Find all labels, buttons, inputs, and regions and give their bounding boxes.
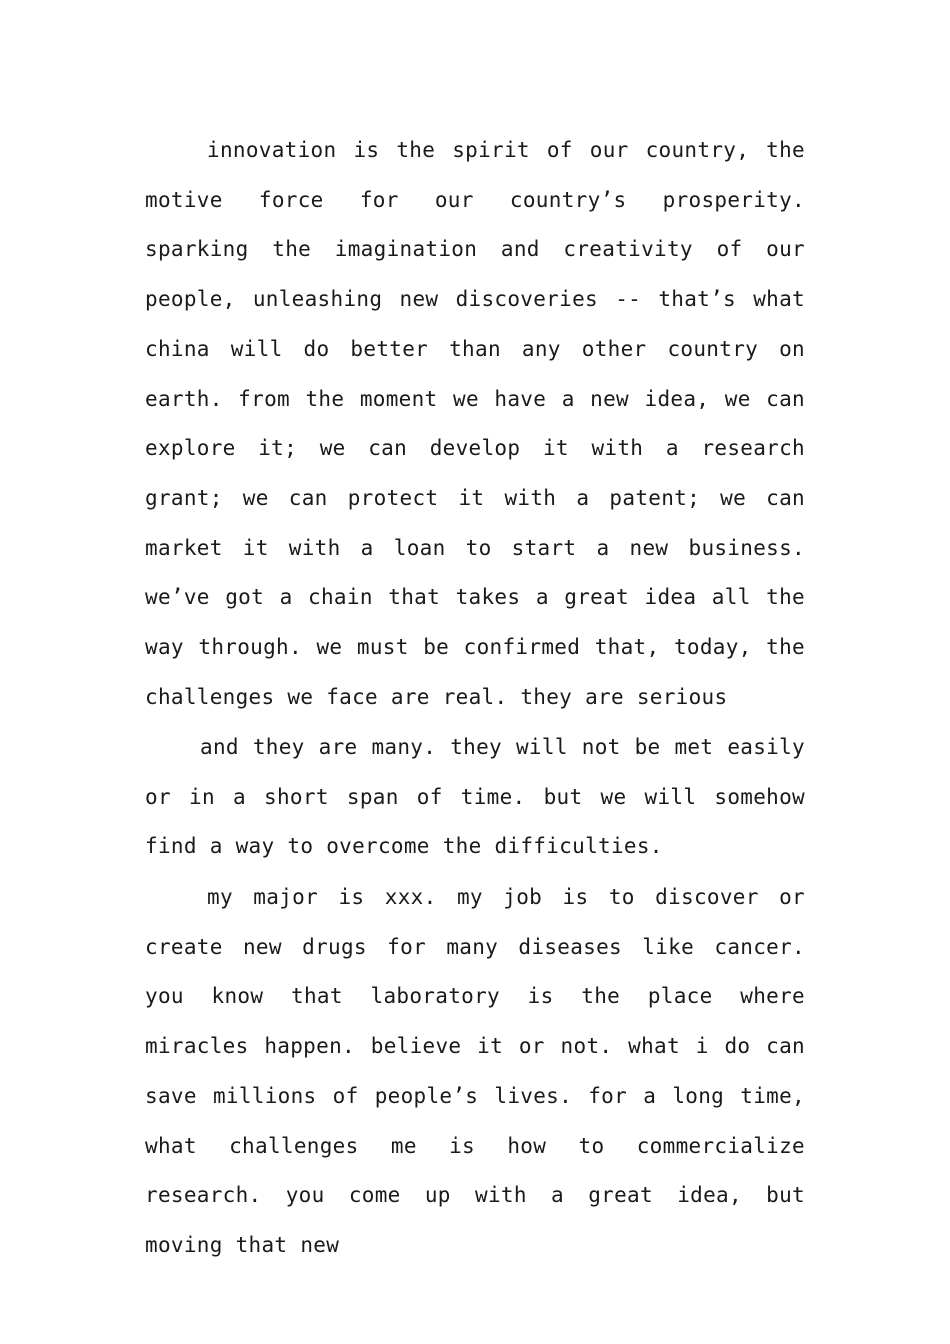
paragraph-text: innovation is the spirit of our country, the motive force for our country’s prosperity. sparking the imagination and creativity of our people, unleashing new discoveries -- that’s what china will do better than any other country on earth. from the moment we have a new idea, we can explore it; we can develop it with a research grant; we can protect it with a patent; we can market it with a loan to start a new business. we’ve got a chain that takes a great idea all the way through. we must be confirmed that, today, the challenges we face are real. they are serious [145, 138, 805, 709]
paragraph-3 [145, 873, 805, 1271]
paragraph-2 [145, 723, 805, 872]
paragraph-text: my major is xxx. my job is to discover or create new drugs for many diseases like cancer. you know that laboratory is the place where miracles happen. believe it or not. what i do can save millions of people’s lives. for a long time, what challenges me is how to commercialize research. you come up with a great idea, but moving that new [145, 885, 805, 1257]
paragraph-text: and they are many. they will not be met easily or in a short span of time. but we will somehow find a way to overcome the difficulties. [145, 735, 805, 859]
paragraph-1 [145, 126, 805, 722]
